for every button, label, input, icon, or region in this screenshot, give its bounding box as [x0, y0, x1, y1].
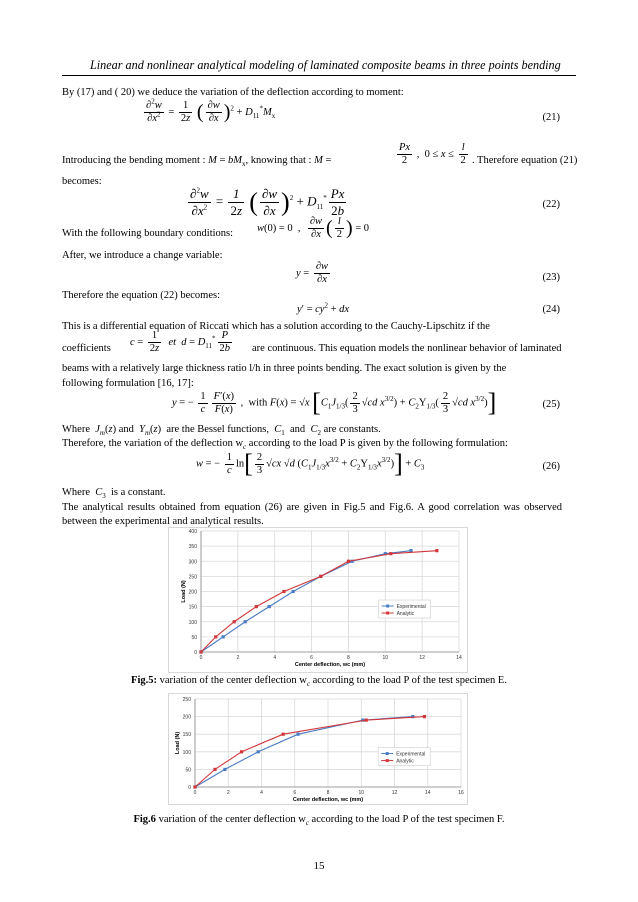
- data-point-experimental: [244, 620, 247, 623]
- x-axis-label: Center deflection, wc (mm): [292, 797, 364, 803]
- y-tick-label: 300: [188, 559, 197, 566]
- paragraph-7-start: coefficients: [62, 343, 111, 354]
- running-title: Linear and nonlinear analytical modeling of laminated composite beams in three points bending: [90, 58, 561, 72]
- x-tick-label: 0: [199, 655, 203, 661]
- y-tick-label: 200: [182, 714, 191, 721]
- equation-21: $\frac{\partial^2w}{\partial x^2}$ = $\frac{1}{2z}$ ( $\frac{\partial w}{\partial x}$ )$^2 + D_{11}^*M_x$: [146, 97, 276, 124]
- y-tick-label: 150: [182, 732, 191, 739]
- equation-21-number: (21): [542, 112, 560, 123]
- equation-22: $\frac{\partial^2w}{\partial x^2}$ = $\frac{1}{2z}$ ( $\frac{\partial w}{\partial x}$ )$^2 + D_{11}^*$ $\frac{Px}{2b}$: [190, 186, 345, 218]
- data-point-analytic: [319, 575, 322, 578]
- paragraph-7-end: are continuous. This equation models the nonlinear behavior of laminated: [252, 343, 562, 354]
- equation-23-number: (23): [542, 272, 560, 283]
- paragraph-11: Therefore, the variation of the deflection $w_c$ according to the load P is given by the following formulation:: [62, 438, 508, 452]
- data-point-analytic: [213, 768, 216, 771]
- paragraph-4: After, we introduce a change variable:: [62, 250, 223, 261]
- paragraph-2: Introducing the bending moment : $M = bM_x$, knowing that : M =: [62, 155, 332, 169]
- equation-25: y = − $\frac{1}{c}$ $\frac{F'(x)}{F(x)}$ , with F(x) = √x [$C_1J_{1/3}$( $\frac{2}{3}$ √cd $x^{3/2}) + C_2Y_{1/3}$( $\frac{2}{3}$ √cd $x^{3/2}$)]: [172, 388, 497, 417]
- equation-24: $y' = cy^2$ + dx: [297, 301, 350, 315]
- legend-marker-experimental: [386, 605, 389, 608]
- y-tick-label: 150: [188, 604, 197, 611]
- legend-label: Analytic: [396, 758, 414, 765]
- y-tick-label: 50: [191, 634, 197, 641]
- data-point-analytic: [282, 590, 285, 593]
- x-tick-label: 8: [326, 790, 330, 796]
- data-point-analytic: [240, 750, 243, 753]
- legend-marker-analytic: [386, 759, 389, 762]
- data-point-analytic: [435, 549, 438, 552]
- paragraph-10: Where $J_m(z)$ and $Y_m(z)$ are the Bessel functions, $C_1$ and $C_2$ are constants.: [62, 424, 381, 438]
- x-tick-label: 4: [273, 655, 277, 661]
- coefficients: c = $\frac{1}{2z}$ et $d = D_{11}^*$ $\frac{P}{2b}$: [130, 330, 231, 354]
- y-tick-label: 400: [188, 529, 197, 535]
- equation-26-number: (26): [542, 461, 560, 472]
- x-tick-label: 16: [458, 790, 464, 796]
- paragraph-9: following formulation [16, 17]:: [62, 378, 194, 389]
- paragraph-13: The analytical results obtained from equation (26) are given in Fig.5 and Fig.6. A good correlation was observed between the experimental and analytical results.: [62, 502, 562, 527]
- data-point-experimental: [268, 605, 271, 608]
- y-tick-label: 100: [188, 619, 197, 626]
- data-point-analytic: [423, 715, 426, 718]
- x-tick-label: 4: [260, 790, 263, 796]
- legend-label: Experimental: [396, 751, 426, 758]
- figure-6-caption: Fig.6 variation of the center deflection $w_c$ according to the load P of the test specimen F.: [133, 814, 505, 828]
- paragraph-2-end: . Therefore equation (21): [472, 155, 578, 166]
- data-point-analytic: [365, 719, 368, 722]
- data-point-analytic: [347, 560, 350, 563]
- data-point-analytic: [214, 635, 217, 638]
- data-point-experimental: [222, 635, 225, 638]
- paragraph-6: This is a differential equation of Riccati which has a solution according to the Cauchy-Lipschitz if the: [62, 321, 490, 332]
- legend-marker-analytic: [386, 612, 389, 615]
- y-tick-label: 0: [194, 650, 197, 656]
- x-tick-label: 14: [424, 790, 431, 796]
- equation-22-number: (22): [542, 199, 560, 210]
- y-tick-label: 200: [188, 589, 197, 596]
- paragraph-3: With the following boundary conditions:: [62, 228, 234, 239]
- y-axis-label: Load (N): [175, 731, 181, 755]
- data-point-analytic: [255, 605, 258, 608]
- x-tick-label: 6: [293, 790, 297, 796]
- y-tick-label: 100: [182, 749, 191, 756]
- paragraph-12: Where $C_3$ is a constant.: [62, 487, 166, 501]
- figure-5-chart: [168, 527, 468, 673]
- figure-5-caption: Fig.5: variation of the center deflection $w_c$ according to the load P of the test specimen E.: [131, 675, 507, 689]
- y-tick-label: 350: [188, 544, 197, 551]
- x-tick-label: 10: [358, 790, 365, 796]
- equation-25-number: (25): [542, 399, 560, 410]
- legend-label: Analytic: [396, 610, 415, 617]
- x-axis-label: Center deflection, wc (mm): [294, 662, 366, 668]
- y-axis-label: Load (N): [181, 580, 187, 603]
- equation-24-number: (24): [542, 304, 560, 315]
- x-tick-label: 2: [236, 655, 240, 661]
- x-tick-label: 12: [419, 655, 425, 661]
- equation-23: y = $\frac{\partial w}{\partial x}$: [296, 261, 329, 285]
- legend-marker-experimental: [386, 752, 389, 755]
- data-point-analytic: [389, 552, 392, 555]
- y-tick-label: 250: [188, 574, 197, 581]
- x-tick-label: 2: [226, 790, 230, 796]
- page-number: 15: [313, 860, 325, 872]
- paragraph-2-becomes: becomes:: [62, 176, 102, 187]
- y-tick-label: 50: [185, 767, 191, 774]
- x-tick-label: 10: [382, 655, 389, 661]
- equation-26: w = − $\frac{1}{c}$ ln[ $\frac{2}{3}$ √cx √d $(C_1J_{1/3}x^{3/2} + C_2Y_{1/3}x^{3/2})] + C_3$: [196, 449, 425, 478]
- boundary-conditions: w(0) = 0 , $\frac{\partial w}{\partial x}$ ( $\frac{l}{2}$ ) = 0: [257, 216, 370, 240]
- data-point-analytic: [282, 733, 285, 736]
- x-tick-label: 6: [310, 655, 313, 661]
- x-tick-label: 0: [193, 790, 197, 796]
- x-tick-label: 8: [347, 655, 350, 661]
- paragraph-1: By (17) and ( 20) we deduce the variation of the deflection according to moment:: [62, 87, 404, 98]
- legend-label: Experimental: [396, 603, 426, 610]
- data-point-experimental: [292, 590, 295, 593]
- equation-moment: $\frac{Px}{2}$ , 0 ≤ x ≤ $\frac{l}{2}$: [399, 142, 466, 166]
- paragraph-5: Therefore the equation (22) becomes:: [62, 290, 221, 301]
- data-point-analytic: [193, 785, 196, 788]
- x-tick-label: 12: [391, 790, 398, 796]
- data-point-analytic: [233, 620, 236, 623]
- y-tick-label: 250: [182, 697, 191, 703]
- header-rule: [62, 75, 576, 76]
- y-tick-label: 0: [188, 785, 191, 791]
- paragraph-8: beams with a relatively large thickness ratio l/h in three points bending. The exact solution is given by the: [62, 363, 507, 374]
- data-point-experimental: [257, 750, 260, 753]
- x-tick-label: 14: [456, 655, 462, 661]
- data-point-analytic: [199, 650, 202, 653]
- data-point-experimental: [223, 768, 226, 771]
- figure-6-chart: [168, 693, 468, 805]
- data-point-experimental: [296, 733, 299, 736]
